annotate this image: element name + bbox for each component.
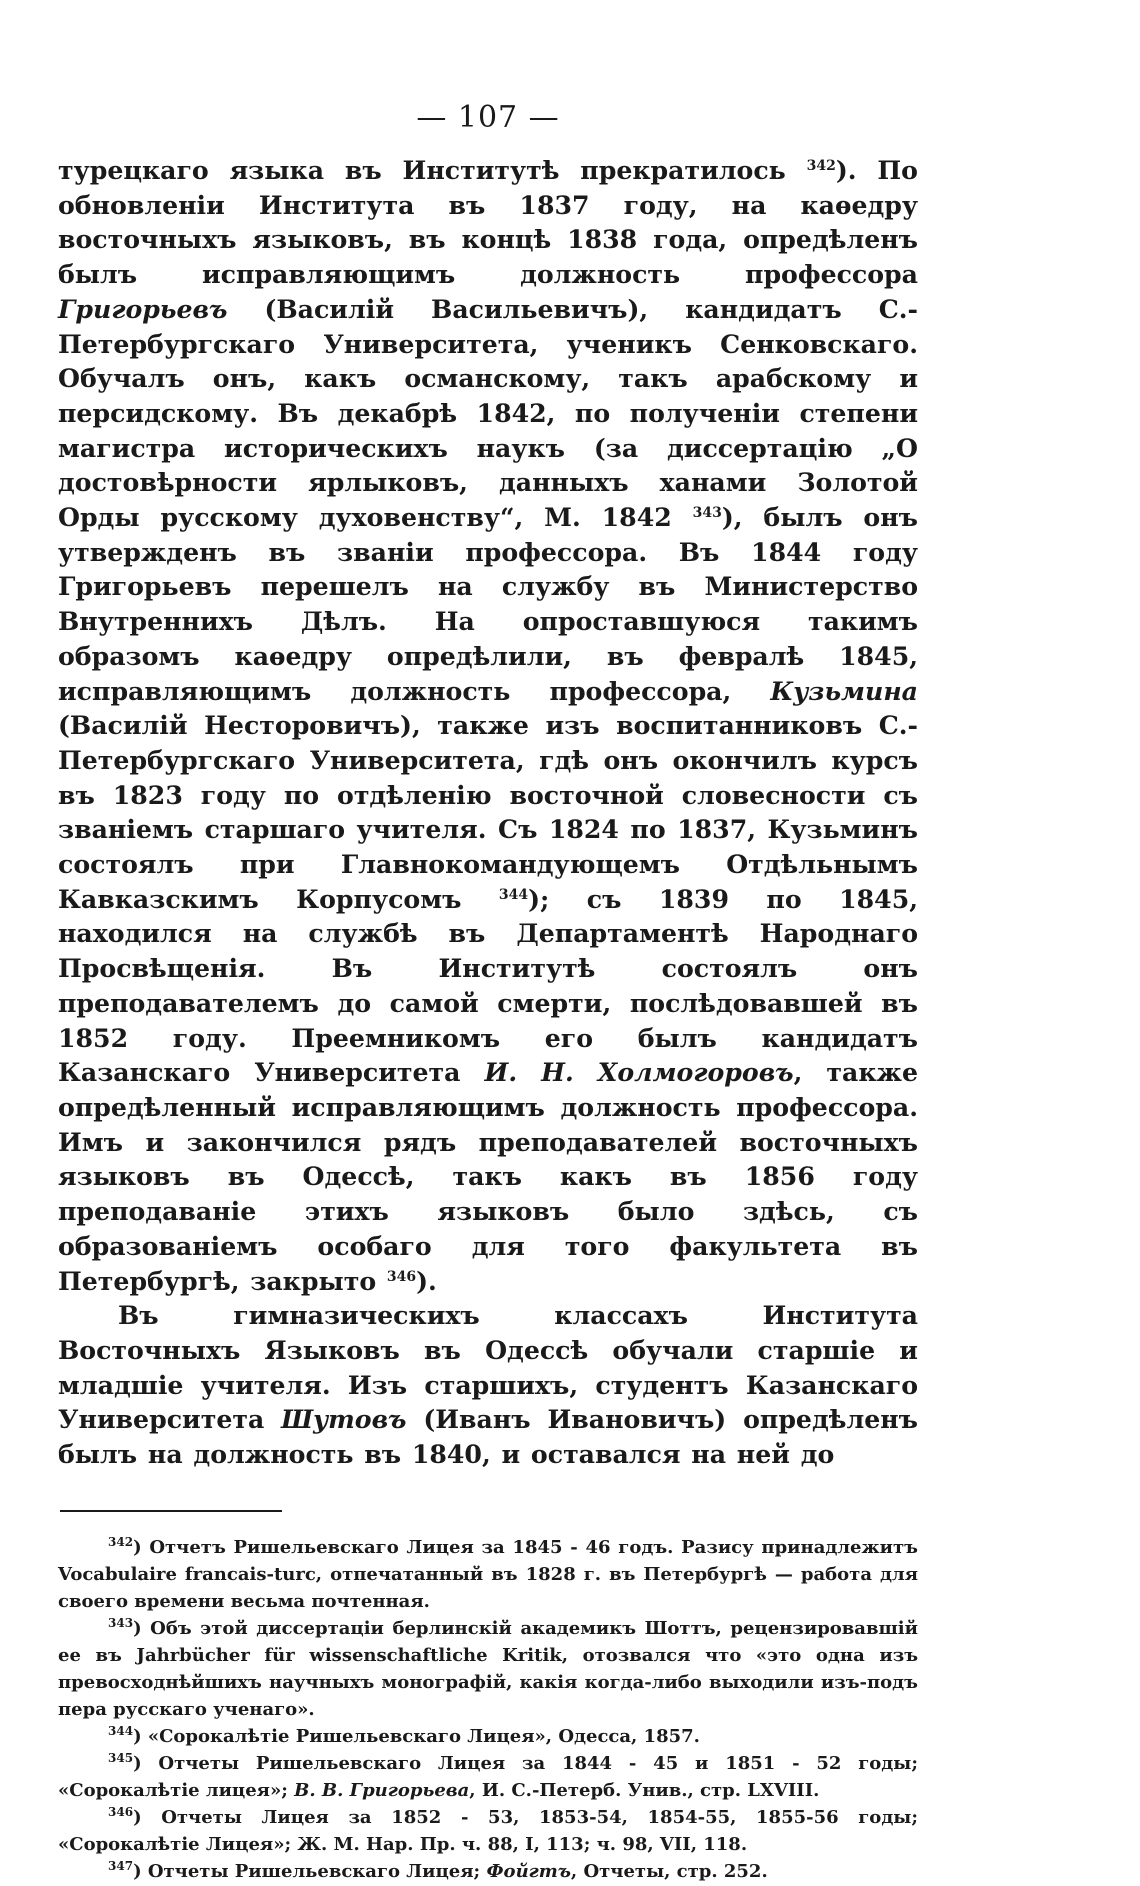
text-run: ). По обновленіи Института въ 1837 году, на каѳедру восточныхъ языковъ, въ концѣ 1838 года, опредѣленъ былъ исправляющимъ должность профессора: [58, 155, 918, 290]
footnote-number: 347: [108, 1858, 134, 1873]
footnote-346: [58, 1804, 918, 1858]
text-run: ), былъ онъ утвержденъ въ званіи профессора. Въ 1844 году Григорьевъ перешелъ на службу въ Министерство Внутреннихъ Дѣлъ. На опроставшуюся такимъ образомъ каѳедру опредѣлили, въ февралѣ 1845, исправляющимъ должность профессора,: [58, 502, 918, 706]
footnote-text: ) «Сорокалѣтіе Ришельевскаго Лицея», Одесса, 1857.: [133, 1725, 700, 1747]
text-run: (Иванъ Ивановичъ) опредѣленъ былъ на должность въ 1840, и оставался на ней до: [58, 1404, 918, 1470]
paragraph: [58, 1298, 918, 1472]
footnote-343: [58, 1615, 918, 1723]
footnote-345: [58, 1750, 918, 1804]
book-page: [58, 100, 918, 1885]
footnote-344: [58, 1723, 918, 1750]
footnotes: [58, 1534, 918, 1885]
footnote-342: [58, 1534, 918, 1615]
paragraph: [58, 153, 918, 1298]
footnote-text: ) Отчетъ Ришельевскаго Лицея за 1845 - 46 годъ. Разису принадлежитъ Vocabulaire francais-turc, отпечатанный въ 1828 г. въ Петербургѣ — работа для своего времени весьма почтенная.: [58, 1536, 918, 1612]
text-run: турецкаго языка въ Институтѣ прекратилось: [58, 155, 807, 185]
footnote-number: 345: [108, 1750, 134, 1765]
text-run: (Василій Васильевичъ), кандидатъ С.-Петербургскаго Университета, ученикъ Сенковскаго. Обучалъ онъ, какъ османскому, такъ арабскому и персидскому. Въ декабрѣ 1842, по полученіи степени магистра историческихъ наукъ (за диссертацію „О достовѣрности ярлыковъ, данныхъ ханами Золотой Орды русскому духовенству“, М. 1842: [58, 293, 918, 533]
main-text: [58, 153, 918, 1472]
page-number: — 107 —: [416, 100, 560, 135]
footnote-ref-346: 346: [386, 1268, 417, 1285]
footnote-number: 343: [108, 1615, 134, 1630]
footnote-text: , Отчеты, стр. 252.: [570, 1860, 768, 1882]
footnote-ref-342: 342: [806, 158, 836, 174]
footnote-347: [58, 1858, 918, 1885]
text-run: Въ гимназическихъ классахъ Института Восточныхъ Языковъ въ Одессѣ обучали старшіе и младшіе учителя. Изъ старшихъ, студентъ Казанскаго Университета: [58, 1300, 918, 1435]
footnote-text: ) Отчеты Ришельевскаго Лицея за 1844 - 45 и 1851 - 52 годы; «Сорокалѣтіе лицея»;: [58, 1752, 918, 1801]
footnote-number: 344: [108, 1723, 134, 1738]
footnote-text: , И. С.-Петерб. Унив., стр. LXVIII.: [469, 1779, 820, 1801]
footnote-ref-344: 344: [498, 886, 529, 903]
footnote-text: ) Отчеты Ришельевскаго Лицея;: [133, 1860, 487, 1882]
person-name: Григорьевъ: [58, 293, 228, 324]
person-name: Фойгтъ: [486, 1860, 571, 1882]
person-name: В. В. Григорьева: [294, 1779, 470, 1801]
text-run: ).: [416, 1265, 437, 1296]
person-name: Кузьмина: [770, 675, 918, 706]
text-run: (Василій Несторовичъ), также изъ воспитанниковъ С.-Петербургскаго Университета, гдѣ онъ окончилъ курсъ въ 1823 году по отдѣленію восточной словесности съ званіемъ старшаго учителя. Съ 1824 по 1837, Кузьминъ состоялъ при Главнокомандующемъ Отдѣльнымъ Кавказскимъ Корпусомъ: [58, 710, 918, 914]
text-run: ); съ 1839 по 1845, находился на службѣ въ Департаментѣ Народнаго Просвѣщенія. Въ Институтѣ состоялъ онъ преподавателемъ до самой смерти, послѣдовавшей въ 1852 году. Преемникомъ его былъ кандидатъ Казанскаго Университета: [58, 883, 918, 1088]
footnote-number: 346: [108, 1804, 134, 1819]
person-name: Шутовъ: [281, 1404, 407, 1435]
footnote-divider: [60, 1510, 282, 1512]
footnote-text: ) Объ этой диссертаціи берлинскій академикъ Шоттъ, рецензировавшій ее въ Jahrbücher für wissenschaftliche Kritik, отозвался что «это одна изъ превосходнѣйшихъ научныхъ монографій, какія когда-либо выходили изъ-подъ пера русскаго ученаго».: [58, 1617, 918, 1720]
text-run: , также опредѣленный исправляющимъ должность профессора. Имъ и закончился рядъ преподавателей восточныхъ языковъ въ Одессѣ, такъ какъ въ 1856 году преподаваніе этихъ языковъ было здѣсь, съ образованіемъ особаго для того факультета въ Петербургѣ, закрыто: [58, 1057, 918, 1296]
footnote-ref-343: 343: [692, 505, 722, 522]
person-name: И. Н. Холмогоровъ: [484, 1057, 794, 1088]
footnote-number: 342: [108, 1534, 134, 1549]
footnote-text: ) Отчеты Лицея за 1852 - 53, 1853-54, 1854-55, 1855-56 годы; «Сорокалѣтіе Лицея»; Ж. М. Нар. Пр. ч. 88, I, 113; ч. 98, VII, 118.: [58, 1806, 918, 1855]
